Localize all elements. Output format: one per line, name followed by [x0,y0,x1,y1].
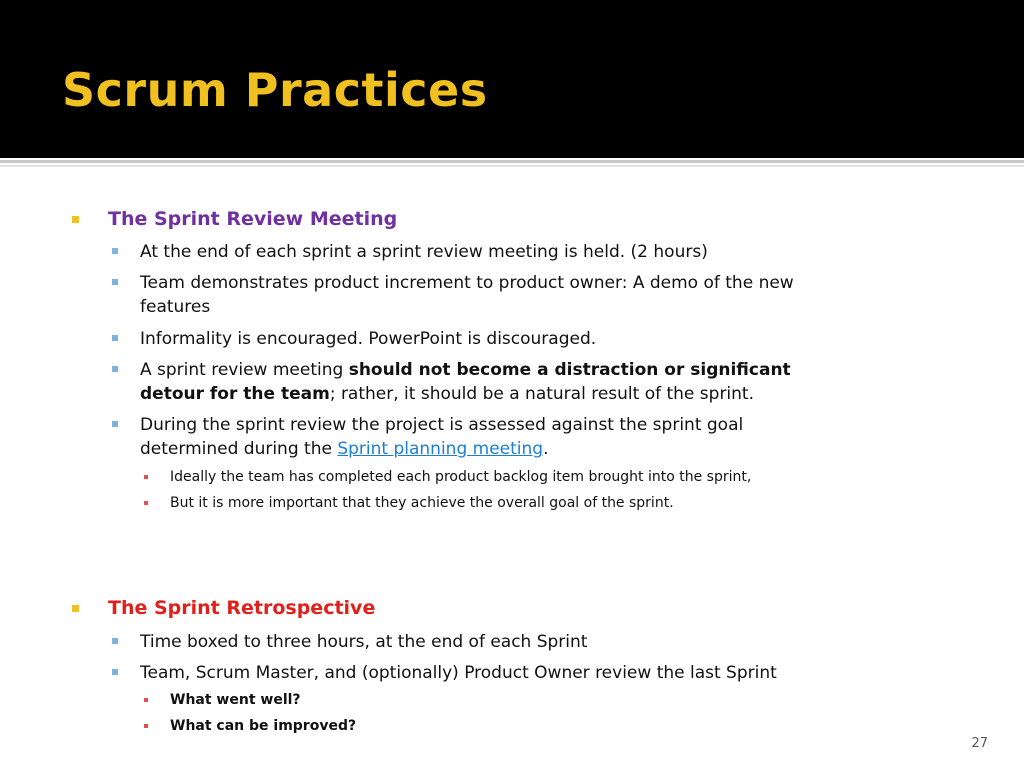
bullet-text-plain: . [543,439,549,459]
bullet-text-continued [140,437,548,461]
square-bullet-icon [112,248,118,254]
square-bullet-icon [144,698,148,702]
sub-bullet-text: What went well? [170,692,301,708]
bullet-text: Informality is encouraged. PowerPoint is discouraged. [140,329,597,349]
square-bullet-icon [112,638,118,644]
bullet-text-continued [140,382,754,406]
square-bullet-icon [112,335,118,341]
section-heading-retrospective: The Sprint Retrospective [108,597,376,619]
bullet-text-plain: A sprint review meeting [140,360,349,380]
bullet-text: Time boxed to three hours, at the end of each Sprint [140,632,588,652]
square-bullet-icon [144,475,148,479]
square-bullet-icon [112,421,118,427]
square-bullet-icon [112,366,118,372]
slide-title: Scrum Practices [62,63,488,117]
bullet-text-bold: detour for the team [140,384,330,404]
bullet-text: During the sprint review the project is assessed against the sprint goal [140,415,744,435]
square-bullet-icon [72,605,79,612]
square-bullet-icon [112,669,118,675]
page-number: 27 [971,736,988,751]
square-bullet-icon [144,724,148,728]
bullet-text: Team, Scrum Master, and (optionally) Product Owner review the last Sprint [140,663,777,683]
bullet-text-continued: features [140,297,211,317]
bullet-text-plain: ; rather, it should be a natural result of the sprint. [329,384,754,404]
section-heading-review: The Sprint Review Meeting [108,208,398,230]
bullet-text-bold: should not become a distraction or significant [348,360,791,380]
square-bullet-icon [112,279,118,285]
bullet-text [140,358,791,382]
square-bullet-icon [144,501,148,505]
sub-bullet-text: What can be improved? [170,718,357,734]
sub-bullet-text: But it is more important that they achieve the overall goal of the sprint. [170,495,674,511]
sub-bullet-text: Ideally the team has completed each product backlog item brought into the sprint, [170,469,752,485]
square-bullet-icon [72,216,79,223]
sprint-planning-link[interactable]: Sprint planning meeting [337,439,544,459]
bullet-text: At the end of each sprint a sprint review meeting is held. (2 hours) [140,242,708,262]
bullet-text: Team demonstrates product increment to product owner: A demo of the new [140,273,794,293]
bullet-text-plain: determined during the [140,439,338,459]
